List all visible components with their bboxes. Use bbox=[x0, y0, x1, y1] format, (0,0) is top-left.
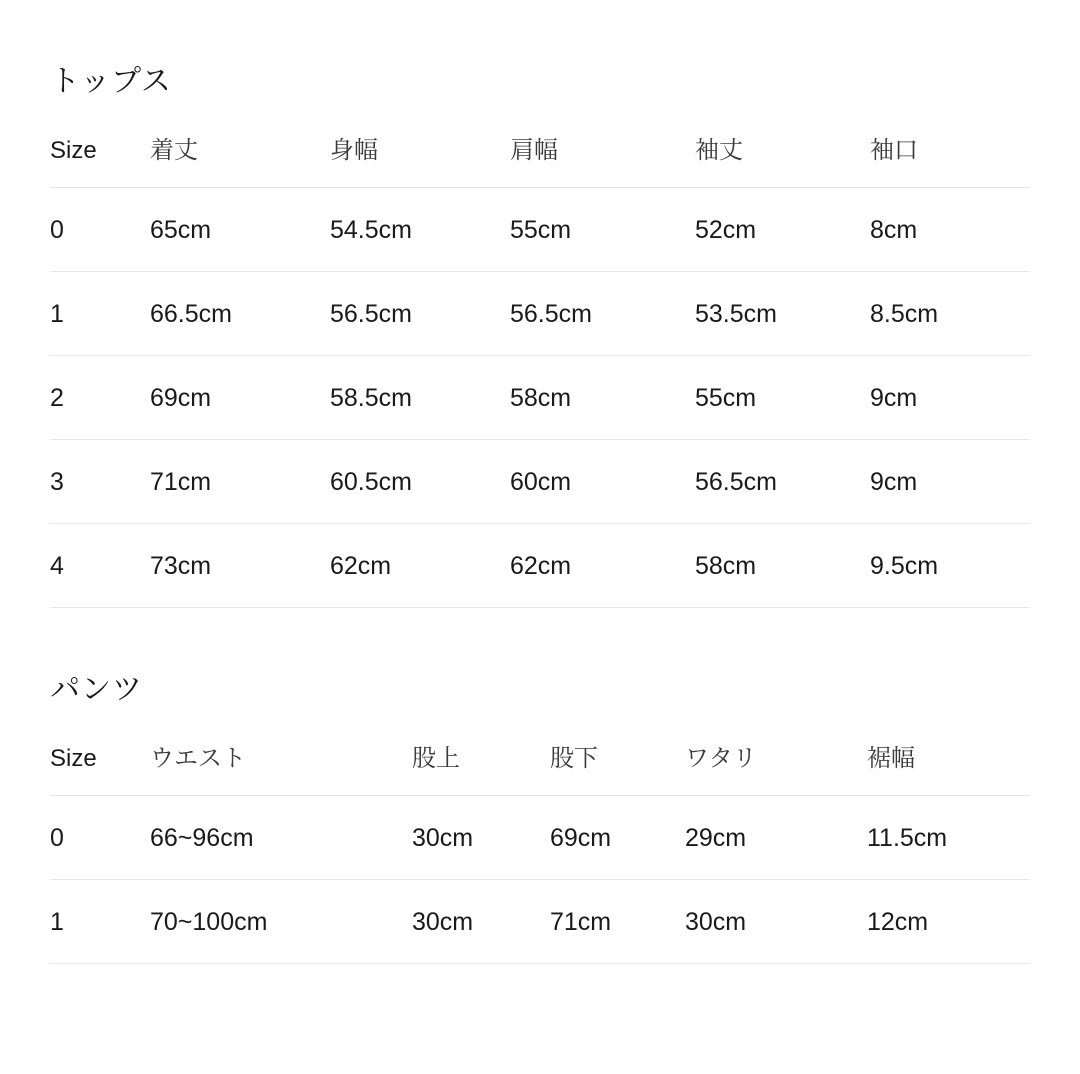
cell-sodetake: 55cm bbox=[695, 356, 870, 440]
cell-sodeguchi: 9cm bbox=[870, 440, 1030, 524]
cell-mihaba: 62cm bbox=[330, 524, 510, 608]
cell-katahaba: 60cm bbox=[510, 440, 695, 524]
cell-katahaba: 58cm bbox=[510, 356, 695, 440]
cell-sodetake: 56.5cm bbox=[695, 440, 870, 524]
column-header-katahaba: 肩幅 bbox=[510, 130, 695, 188]
cell-sodeguchi: 8.5cm bbox=[870, 272, 1030, 356]
table-header-row bbox=[50, 130, 1030, 188]
table-row bbox=[50, 796, 1030, 880]
table-row bbox=[50, 356, 1030, 440]
cell-size: 1 bbox=[50, 272, 150, 356]
cell-katahaba: 62cm bbox=[510, 524, 695, 608]
cell-mihaba: 54.5cm bbox=[330, 188, 510, 272]
cell-size: 0 bbox=[50, 796, 150, 880]
cell-matashita: 69cm bbox=[550, 796, 685, 880]
cell-mihaba: 60.5cm bbox=[330, 440, 510, 524]
cell-watari: 29cm bbox=[685, 796, 867, 880]
cell-sodetake: 58cm bbox=[695, 524, 870, 608]
column-header-matashita: 股下 bbox=[550, 738, 685, 796]
pants-size-table bbox=[50, 738, 1030, 964]
table-header-row bbox=[50, 738, 1030, 796]
tops-section-title: トップス bbox=[50, 65, 172, 98]
tops-size-table bbox=[50, 130, 1030, 608]
cell-susohaba: 12cm bbox=[867, 880, 1030, 964]
cell-matagami: 30cm bbox=[412, 796, 550, 880]
column-header-sodetake: 袖丈 bbox=[695, 130, 870, 188]
column-header-matagami: 股上 bbox=[412, 738, 550, 796]
cell-kitake: 73cm bbox=[150, 524, 330, 608]
cell-sodetake: 53.5cm bbox=[695, 272, 870, 356]
column-header-sodeguchi: 袖口 bbox=[870, 130, 1030, 188]
cell-kitake: 71cm bbox=[150, 440, 330, 524]
cell-katahaba: 56.5cm bbox=[510, 272, 695, 356]
cell-size: 0 bbox=[50, 188, 150, 272]
cell-sodeguchi: 8cm bbox=[870, 188, 1030, 272]
column-header-kitake: 着丈 bbox=[150, 130, 330, 188]
column-header-mihaba: 身幅 bbox=[330, 130, 510, 188]
cell-kitake: 66.5cm bbox=[150, 272, 330, 356]
column-header-size: Size bbox=[50, 130, 150, 188]
cell-waist: 70~100cm bbox=[150, 880, 412, 964]
table-row bbox=[50, 880, 1030, 964]
cell-mihaba: 56.5cm bbox=[330, 272, 510, 356]
column-header-size: Size bbox=[50, 738, 150, 796]
cell-size: 2 bbox=[50, 356, 150, 440]
cell-sodeguchi: 9.5cm bbox=[870, 524, 1030, 608]
cell-kitake: 69cm bbox=[150, 356, 330, 440]
cell-matagami: 30cm bbox=[412, 880, 550, 964]
cell-katahaba: 55cm bbox=[510, 188, 695, 272]
cell-waist: 66~96cm bbox=[150, 796, 412, 880]
cell-mihaba: 58.5cm bbox=[330, 356, 510, 440]
pants-section-title: パンツ bbox=[50, 673, 143, 706]
column-header-watari: ワタリ bbox=[685, 738, 867, 796]
column-header-waist: ウエスト bbox=[150, 738, 412, 796]
cell-sodetake: 52cm bbox=[695, 188, 870, 272]
column-header-susohaba: 裾幅 bbox=[867, 738, 1030, 796]
cell-kitake: 65cm bbox=[150, 188, 330, 272]
table-row bbox=[50, 524, 1030, 608]
cell-watari: 30cm bbox=[685, 880, 867, 964]
cell-matashita: 71cm bbox=[550, 880, 685, 964]
table-row bbox=[50, 188, 1030, 272]
cell-size: 1 bbox=[50, 880, 150, 964]
cell-size: 4 bbox=[50, 524, 150, 608]
cell-susohaba: 11.5cm bbox=[867, 796, 1030, 880]
table-row bbox=[50, 272, 1030, 356]
table-row bbox=[50, 440, 1030, 524]
cell-size: 3 bbox=[50, 440, 150, 524]
cell-sodeguchi: 9cm bbox=[870, 356, 1030, 440]
